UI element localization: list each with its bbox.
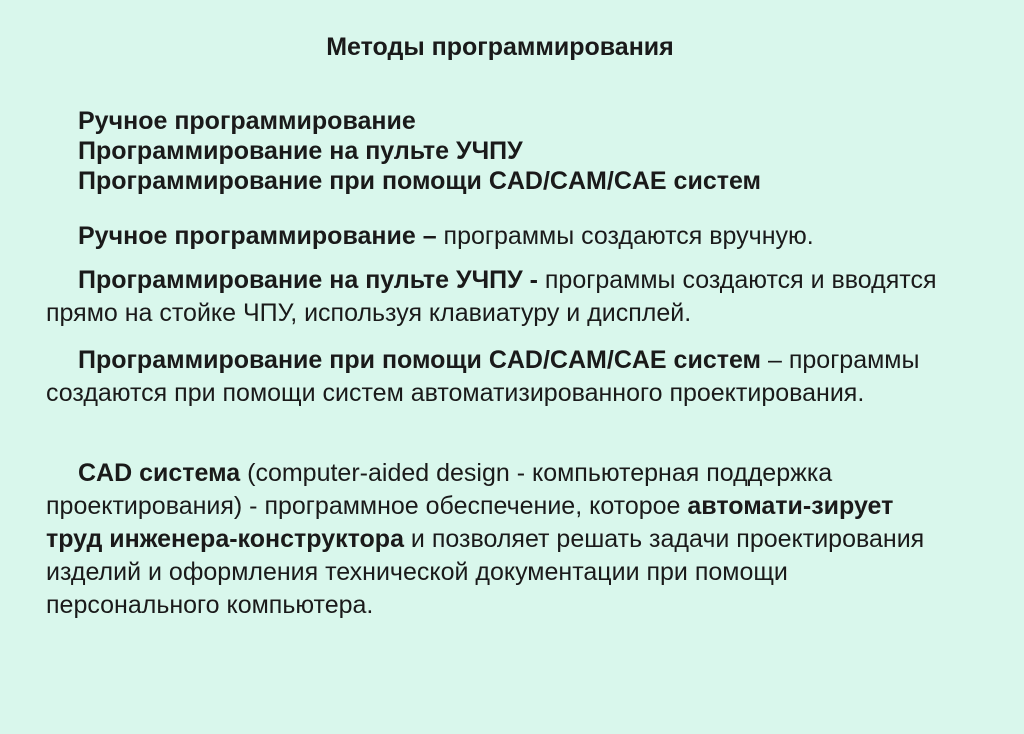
definition-cad-system-part1: (computer-aided design - компьютерная поддержка проектирования) - программное обеспечение, которое <box>46 459 833 520</box>
paragraph-console <box>46 264 946 330</box>
definition-manual: программы создаются вручную. <box>436 222 814 250</box>
method-item-cad: Программирование при помощи CAD/CAM/CAE систем <box>78 167 762 195</box>
paragraph-cad-system <box>46 457 946 622</box>
term-console: Программирование на пульте УЧПУ - <box>78 266 538 294</box>
definition-cad-system-emphasis: автомати-зирует труд инженера-конструктора <box>46 492 894 553</box>
definition-console: программы создаются и вводятся прямо на стойке ЧПУ, используя клавиатуру и дисплей. <box>46 266 937 327</box>
definition-cad-system-part2: и позволяет решать задачи проектирования изделий и оформления технической документации при помощи персонального компьютера. <box>46 525 925 619</box>
definition-cad: – программы создаются при помощи систем автоматизированного проектирования. <box>46 346 920 407</box>
methods-list <box>78 106 958 196</box>
term-manual: Ручное программирование – <box>78 222 437 250</box>
slide-title: Методы программирования <box>326 33 674 61</box>
term-cad-system: CAD система <box>78 459 241 487</box>
term-cad: Программирование при помощи CAD/CAM/CAE систем <box>78 346 762 374</box>
paragraph-cad <box>46 344 946 410</box>
method-item-console: Программирование на пульте УЧПУ <box>78 137 523 165</box>
method-item-manual: Ручное программирование <box>78 107 416 135</box>
paragraph-manual <box>46 220 946 253</box>
